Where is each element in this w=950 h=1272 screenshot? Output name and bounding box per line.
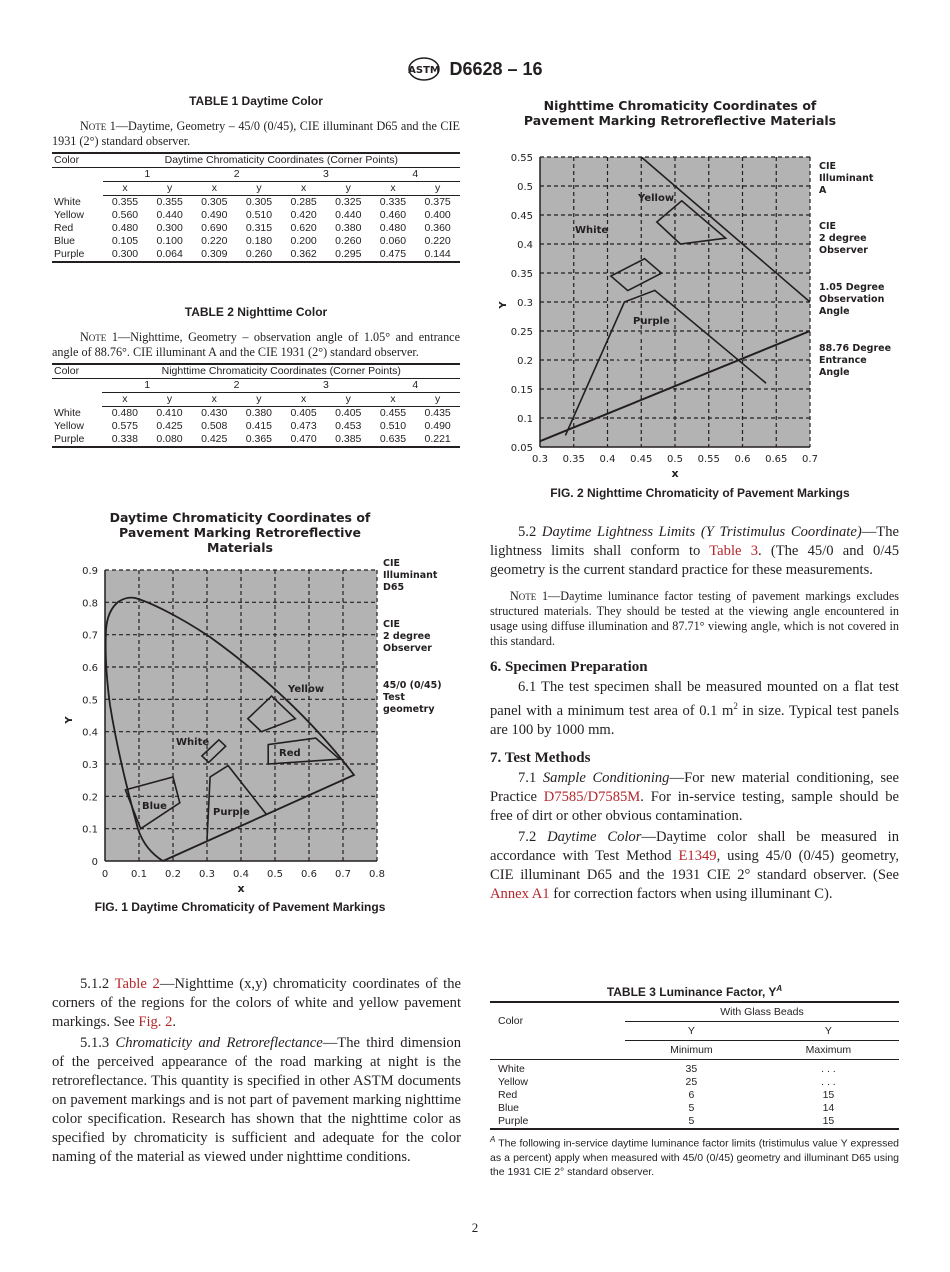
- svg-text:Y: Y: [498, 301, 509, 309]
- table-row: Red 0.480 0.300 0.690 0.315 0.620 0.380 0.480 0.360: [54, 222, 451, 234]
- section-6-heading: 6. Specimen Preparation: [490, 659, 648, 675]
- svg-text:0.65: 0.65: [765, 454, 788, 465]
- table-row: Purple 5 15: [490, 1115, 899, 1129]
- label-white: White: [575, 225, 609, 236]
- document-designation: D6628 – 16: [449, 58, 543, 79]
- table-row: White 35 . . .: [498, 1063, 836, 1075]
- svg-text:0: 0: [101, 869, 109, 880]
- svg-text:0.55: 0.55: [510, 153, 533, 164]
- table-row: Yellow 0.560 0.440 0.490 0.510 0.420 0.440 0.460 0.400: [54, 209, 451, 221]
- paragraph-6-1: 6.1 The test specimen shall be measured mounted on a flat test panel with a minimum test area of 0.1 $m^2$ in size. Typical test panels are 100 by 1000 mm.: [490, 679, 899, 738]
- label-purple: Purple: [213, 807, 250, 818]
- svg-text:0.1: 0.1: [131, 869, 147, 880]
- svg-text:Observer: Observer: [383, 643, 432, 654]
- svg-text:geometry: geometry: [383, 704, 435, 715]
- label-white: White: [176, 737, 210, 748]
- note-5-2: Note 1—Daytime luminance factor testing of pavement markings excludes structured materials. They should be tested at the viewing angle encountered in usage using diffuse illumination and 87.71° viewing angle, which is not covered in this standard.: [490, 589, 899, 648]
- table1-note: Note 1—Daytime, Geometry – 45/0 (0/45), CIE illuminant D65 and the CIE 1931 (2°) standard observer.: [52, 119, 460, 148]
- table-row: Red 6 15: [498, 1089, 835, 1101]
- svg-text:Test: Test: [383, 692, 405, 703]
- link-annex-a1[interactable]: Annex A1: [490, 885, 550, 902]
- paragraph-5-1-2: 5.1.2 Table 2—Nighttime (x,y) chromaticity coordinates of the corners of the regions for the colors of white and yellow pavement markings. See Fig. 2.: [52, 976, 461, 1030]
- table2: Color Nighttime Chromaticity Coordinates (Corner Points) 1 2 3 4 x y x y x y x y White 0.480 0.410 0.430 0.380 0.405 0.405 0.455 0.435 Yellow 0.575 0.425 0.508 0.415 0.473 0.453 0.510 0.490 Purple 0.338 0.080 0.425 0.365 0.470 0.385 0.635 0.221: [52, 363, 460, 448]
- svg-text:0.5: 0.5: [82, 695, 98, 707]
- svg-text:0.7: 0.7: [335, 869, 351, 880]
- svg-text:0.6: 0.6: [301, 869, 317, 880]
- fig1-caption: FIG. 1 Daytime Chromaticity of Pavement Markings: [94, 900, 386, 914]
- label-red: Red: [279, 748, 301, 759]
- svg-text:45/0 (0/45): 45/0 (0/45): [383, 680, 442, 691]
- table3-footnote: $^A$ The following in-service daytime luminance factor limits (tristimulus value Y expressed as a percent) apply when measured with 45/0 (0/45) geometry and illuminant D65 using the 1931 CIE 2° standard observer.: [490, 1135, 899, 1178]
- svg-text:CIE: CIE: [819, 221, 836, 232]
- paragraph-5-1-3: 5.1.3 Chromaticity and Retroreflectance—The third dimension of the perceived appearance of the road marking at night is the retroreflectance. This quantity is specified in other ASTM documents on pavement markings and is not part of pavement marking nighttime color specification. Research has shown that the nighttime color as specified by chromaticity is sufficient and adequate for the color naming of the material as viewed under nighttime conditions.: [52, 1035, 462, 1165]
- col-header-color: Color: [52, 153, 103, 168]
- svg-text:0.8: 0.8: [82, 598, 98, 610]
- svg-text:0.25: 0.25: [510, 327, 533, 338]
- svg-text:Observation: Observation: [819, 294, 885, 305]
- svg-text:0.1: 0.1: [82, 824, 98, 836]
- table-row: Purple 0.338 0.080 0.425 0.365 0.470 0.385 0.635 0.221: [52, 433, 460, 447]
- svg-text:0.4: 0.4: [233, 869, 249, 880]
- table2-note: Note 1—Nighttime, Geometry – observation angle of 1.05° and entrance angle of 88.76°. CIE illuminant A and the CIE 1931 (2°) standard observer.: [52, 330, 460, 359]
- svg-text:0.55: 0.55: [697, 454, 720, 465]
- table1-title: TABLE 1 Daytime Color: [189, 94, 323, 108]
- svg-text:Illuminant: Illuminant: [383, 570, 438, 581]
- svg-text:0.2: 0.2: [517, 356, 533, 367]
- svg-text:0.35: 0.35: [562, 454, 585, 465]
- table-row: Yellow 0.575 0.425 0.508 0.415 0.473 0.453 0.510 0.490: [54, 420, 451, 432]
- left-column-text: [52, 975, 461, 1167]
- svg-text:0.15: 0.15: [510, 385, 533, 396]
- svg-text:88.76 Degree: 88.76 Degree: [819, 343, 892, 354]
- table3-title: TABLE 3 Luminance Factor, $Y^A$: [606, 984, 783, 999]
- svg-text:CIE: CIE: [819, 161, 836, 172]
- label-blue: Blue: [142, 801, 167, 812]
- table3-block: [490, 984, 899, 1179]
- page-number: 2: [471, 1220, 479, 1235]
- svg-text:1.05 Degree: 1.05 Degree: [819, 282, 885, 293]
- svg-text:0: 0: [91, 857, 98, 868]
- svg-text:0.35: 0.35: [510, 269, 533, 280]
- svg-text:0.7: 0.7: [82, 630, 98, 642]
- svg-text:0.3: 0.3: [199, 869, 215, 880]
- svg-text:0.3: 0.3: [517, 298, 533, 309]
- link-d7585[interactable]: D7585/D7585M: [543, 788, 641, 805]
- table1-block: [52, 94, 460, 263]
- svg-text:0.3: 0.3: [532, 454, 548, 465]
- section-7-heading: 7. Test Methods: [490, 749, 591, 766]
- svg-text:0.6: 0.6: [734, 454, 751, 465]
- table-row: Blue 5 14: [498, 1102, 835, 1114]
- fig2-chart-title: Nighttime Chromaticity Coordinates of Pavement Marking Retroreflective Materials: [523, 98, 837, 128]
- label-purple: Purple: [633, 316, 670, 327]
- table1: Color Daytime Chromaticity Coordinates (Corner Points) 1 2 3 4 x y x y x y x y White 0.355 0.355 0.305 0.305 0.285 0.325 0.335 0.375 Yellow 0.560 0.440 0.490 0.510 0.420 0.440 0.460 0.400 Red 0.480 0.300 0.690 0.315 0.620 0.380 0.480 0.360 Blue 0.105 0.100 0.220 0.180 0.200 0.260 0.060 0.220 Purple 0.300 0.064 0.309 0.260 0.362 0.295 0.475 0.144: [52, 152, 460, 263]
- table2-title: TABLE 2 Nighttime Color: [184, 305, 328, 319]
- svg-text:0.2: 0.2: [82, 792, 98, 804]
- svg-text:0.6: 0.6: [82, 663, 98, 674]
- svg-text:Angle: Angle: [819, 367, 850, 378]
- svg-text:0.9: 0.9: [82, 566, 98, 577]
- paragraph-5-2: 5.2 Daytime Lightness Limits (Y Tristimulus Coordinate)—The lightness limits shall conform to Table 3. (The 45/0 and 0/45 geometry is the current standard practice for these measurements.: [490, 524, 899, 578]
- table-row: Yellow 25 . . .: [498, 1076, 836, 1088]
- svg-text:x: x: [237, 882, 245, 895]
- astm-logo-icon: [407, 56, 441, 82]
- page-header: [0, 56, 950, 82]
- fig1-chart-title: Daytime Chromaticity Coordinates of Pavement Marking Retroreflective Materials: [109, 510, 371, 555]
- svg-text:Angle: Angle: [819, 306, 850, 317]
- svg-text:0.5: 0.5: [267, 869, 283, 880]
- fig2-caption: FIG. 2 Nighttime Chromaticity of Pavement Markings: [550, 486, 850, 500]
- label-yellow: Yellow: [288, 684, 325, 695]
- table-row: White 0.480 0.410 0.430 0.380 0.405 0.405 0.455 0.435: [54, 406, 451, 419]
- table-row: White 0.355 0.355 0.305 0.305 0.285 0.325 0.335 0.375: [54, 195, 451, 208]
- label-yellow: Yellow: [638, 193, 675, 204]
- svg-text:Observer: Observer: [819, 245, 868, 256]
- svg-text:Y: Y: [64, 716, 75, 724]
- svg-text:A: A: [819, 185, 827, 196]
- svg-text:0.4: 0.4: [82, 727, 98, 739]
- table3: Color With Glass Beads Y Y Minimum Maximum White 35 . . . Yellow 25 . . . Red 6 15 Blue 5 14 Purple 5 15: [490, 1001, 899, 1130]
- svg-text:0.7: 0.7: [802, 454, 818, 465]
- svg-text:2 degree: 2 degree: [819, 233, 867, 244]
- link-e1349[interactable]: E1349: [678, 847, 717, 864]
- svg-text:CIE: CIE: [383, 558, 400, 569]
- svg-text:Entrance: Entrance: [819, 355, 867, 366]
- svg-text:0.2: 0.2: [165, 869, 181, 880]
- svg-text:0.8: 0.8: [369, 869, 385, 880]
- link-table-3[interactable]: Table 3: [709, 543, 758, 559]
- svg-text:ASTM: ASTM: [408, 65, 441, 76]
- fig2-chart: [490, 145, 910, 485]
- svg-text:Illuminant: Illuminant: [819, 173, 874, 184]
- right-column-text: [490, 523, 899, 904]
- svg-text:0.05: 0.05: [510, 443, 533, 454]
- paragraph-7-1: 7.1 Sample Conditioning—For new material conditioning, see Practice D7585/D7585M. For in-service testing, sample should be free of dirt or other obvious contamination.: [490, 769, 899, 824]
- svg-text:0.45: 0.45: [510, 211, 533, 222]
- svg-text:2 degree: 2 degree: [383, 631, 431, 642]
- svg-text:x: x: [671, 467, 679, 480]
- paragraph-7-2: 7.2 Daytime Color—Daytime color shall be measured in accordance with Test Method E1349, using 45/0 (0/45) geometry, CIE illuminant D65 and the 1931 CIE 2° standard observer. (See Annex A1 for correction factors when using illuminant C).: [490, 828, 900, 902]
- svg-text:0.5: 0.5: [667, 454, 683, 465]
- svg-text:0.4: 0.4: [517, 240, 533, 251]
- link-fig-2[interactable]: Fig. 2: [138, 1014, 173, 1030]
- svg-text:D65: D65: [383, 582, 405, 593]
- table-row: Blue 0.105 0.100 0.220 0.180 0.200 0.260 0.060 0.220: [54, 235, 451, 247]
- svg-text:0.4: 0.4: [599, 454, 616, 465]
- col-group-header: Daytime Chromaticity Coordinates (Corner Points): [103, 153, 460, 168]
- fig1-chart: [60, 555, 470, 900]
- table2-block: [52, 305, 460, 448]
- svg-text:0.45: 0.45: [630, 454, 653, 465]
- svg-text:CIE: CIE: [383, 619, 400, 630]
- svg-text:0.5: 0.5: [517, 182, 533, 193]
- svg-text:0.1: 0.1: [517, 414, 533, 425]
- link-table-2[interactable]: Table 2: [114, 976, 160, 992]
- svg-text:0.3: 0.3: [82, 760, 98, 771]
- table-row: Purple 0.300 0.064 0.309 0.260 0.362 0.295 0.475 0.144: [52, 248, 460, 262]
